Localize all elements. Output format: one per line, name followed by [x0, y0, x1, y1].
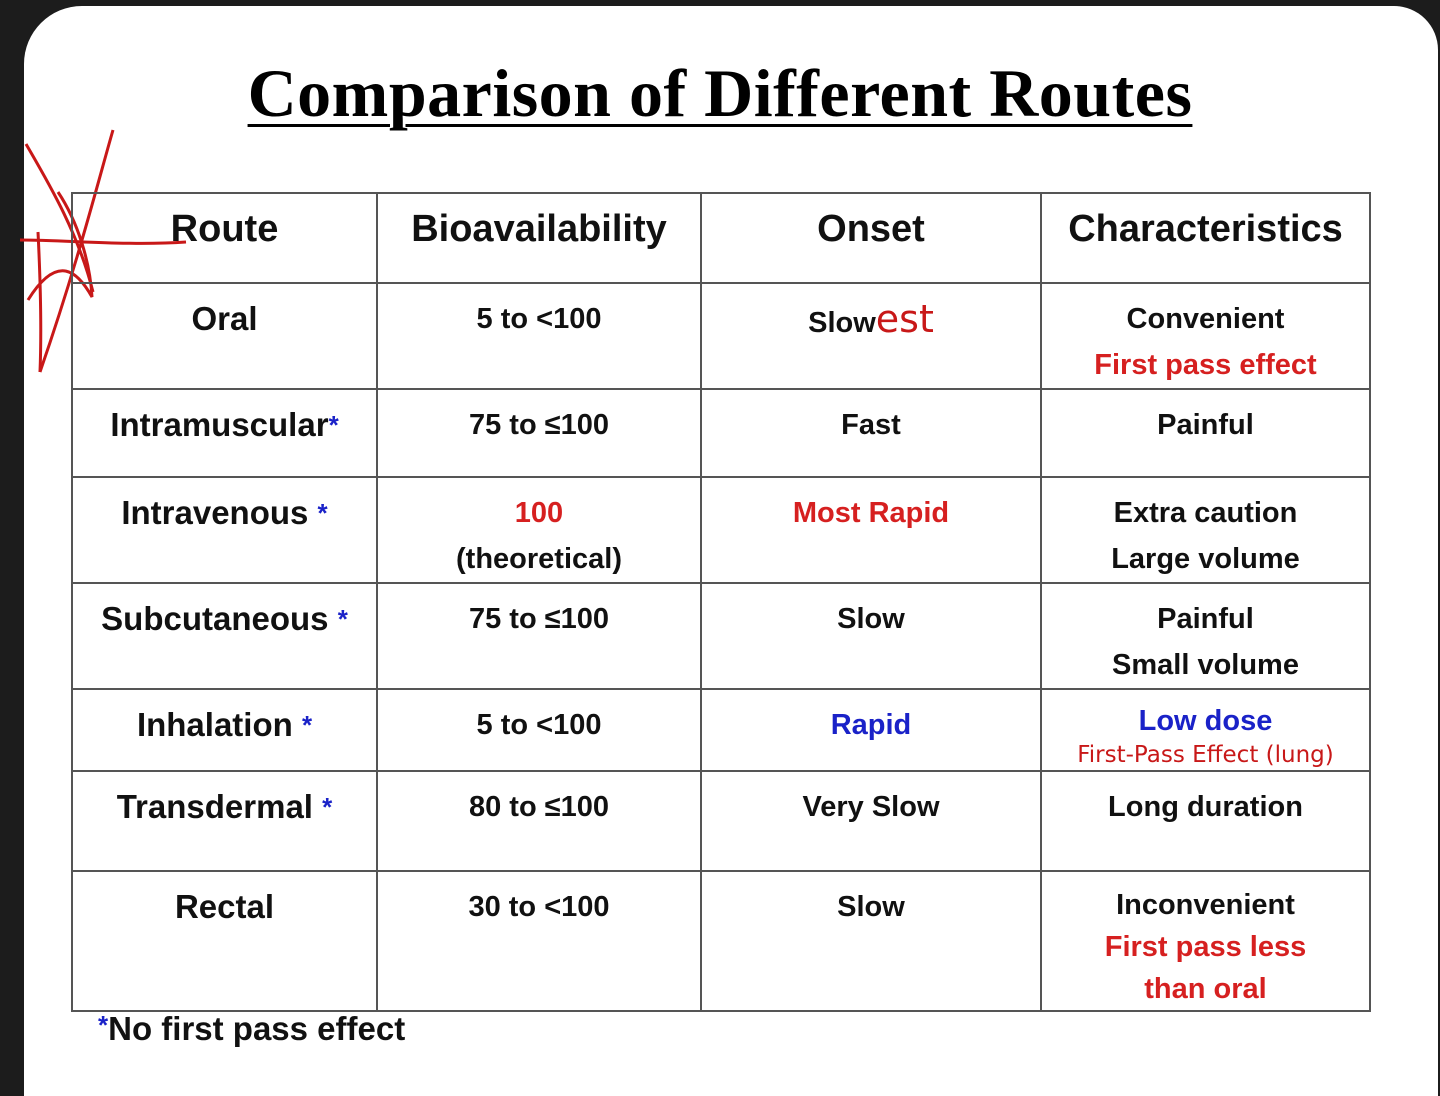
page-title: Comparison of Different Routes	[247, 55, 1193, 131]
bioavailability-cell	[377, 283, 701, 389]
bioavailability-cell	[377, 477, 701, 583]
table-row-oral	[72, 283, 1370, 389]
asterisk-marker: *	[337, 604, 348, 634]
bioavailability-cell	[377, 389, 701, 477]
route-name: Inhalation	[136, 706, 302, 743]
characteristic-line: Extra caution	[1113, 497, 1298, 529]
onset-cell	[701, 583, 1041, 689]
route-name: Subcutaneous	[101, 600, 338, 637]
route-cell	[72, 477, 377, 583]
characteristic-line: Low dose	[1138, 705, 1273, 737]
route-name: Intramuscular	[110, 406, 329, 443]
characteristic-line: Inconvenient	[1116, 889, 1295, 921]
onset-value: Rapid	[830, 709, 912, 741]
characteristic-line: than oral	[1144, 973, 1267, 1005]
characteristic-line: Convenient	[1126, 303, 1285, 335]
characteristics-cell	[1041, 283, 1370, 389]
characteristic-line: First pass less	[1104, 931, 1307, 963]
onset-cell	[701, 689, 1041, 771]
onset-value: Very Slow	[802, 791, 940, 823]
handwritten-annotation: First-Pass Effect (lung)	[1077, 742, 1334, 768]
table-row-transdermal	[72, 771, 1370, 871]
bioavailability-value: 75 to ≤100	[468, 409, 610, 441]
characteristic-line: Small volume	[1112, 649, 1299, 681]
onset-cell	[701, 477, 1041, 583]
asterisk-marker: *	[317, 498, 328, 528]
bioavailability-value: 30 to <100	[468, 891, 610, 923]
routes-comparison-table	[71, 192, 1371, 1012]
table-row-subcutaneous	[72, 583, 1370, 689]
route-name: Oral	[191, 300, 258, 337]
table-row-inhalation	[72, 689, 1370, 771]
onset-value: Most Rapid	[792, 497, 950, 529]
bioavailability-note: (theoretical)	[456, 543, 622, 575]
asterisk-marker: *	[322, 792, 333, 822]
characteristics-cell	[1041, 389, 1370, 477]
table-row-rectal	[72, 871, 1370, 1011]
footnote-text: No first pass effect	[108, 1010, 406, 1047]
characteristic-line: Painful	[1157, 603, 1254, 635]
characteristics-cell	[1041, 771, 1370, 871]
characteristic-line: Painful	[1157, 409, 1254, 441]
characteristics-cell	[1041, 689, 1370, 771]
onset-cell	[701, 871, 1041, 1011]
bioavailability-value: 5 to <100	[476, 303, 602, 335]
header-onset: Onset	[701, 193, 1041, 283]
route-cell	[72, 283, 377, 389]
route-cell	[72, 689, 377, 771]
onset-value: Slow	[808, 307, 876, 339]
bioavailability-cell	[377, 689, 701, 771]
bioavailability-value: 5 to <100	[476, 709, 602, 741]
characteristic-line: Long duration	[1108, 791, 1303, 823]
table-row-intravenous	[72, 477, 1370, 583]
route-name: Rectal	[174, 888, 275, 925]
route-name: Intravenous	[121, 494, 318, 531]
table-row-intramuscular	[72, 389, 1370, 477]
route-cell	[72, 871, 377, 1011]
characteristic-line: First pass effect	[1094, 349, 1317, 381]
handwritten-annotation: est	[875, 297, 934, 341]
asterisk-marker: *	[328, 410, 339, 440]
bioavailability-value: 100	[514, 497, 564, 529]
route-name: Transdermal	[116, 788, 323, 825]
table-header-row	[72, 193, 1370, 283]
asterisk-marker: *	[301, 710, 313, 740]
onset-cell	[701, 771, 1041, 871]
bioavailability-cell	[377, 871, 701, 1011]
header-route: Route	[72, 193, 377, 283]
route-cell	[72, 771, 377, 871]
characteristic-line: Large volume	[1111, 543, 1300, 575]
onset-value: Fast	[841, 409, 901, 441]
characteristics-cell	[1041, 477, 1370, 583]
route-cell	[72, 583, 377, 689]
characteristics-cell	[1041, 871, 1370, 1011]
asterisk-marker: *	[98, 1010, 109, 1040]
bioavailability-value: 75 to ≤100	[468, 603, 610, 635]
footnote	[98, 1010, 405, 1048]
onset-cell	[701, 389, 1041, 477]
onset-cell	[701, 283, 1041, 389]
bioavailability-cell	[377, 583, 701, 689]
onset-value: Slow	[837, 603, 905, 635]
header-characteristics: Characteristics	[1041, 193, 1370, 283]
header-bioavailability: Bioavailability	[377, 193, 701, 283]
onset-value: Slow	[837, 891, 905, 923]
bioavailability-value: 80 to ≤100	[468, 791, 610, 823]
bioavailability-cell	[377, 771, 701, 871]
route-cell	[72, 389, 377, 477]
characteristics-cell	[1041, 583, 1370, 689]
